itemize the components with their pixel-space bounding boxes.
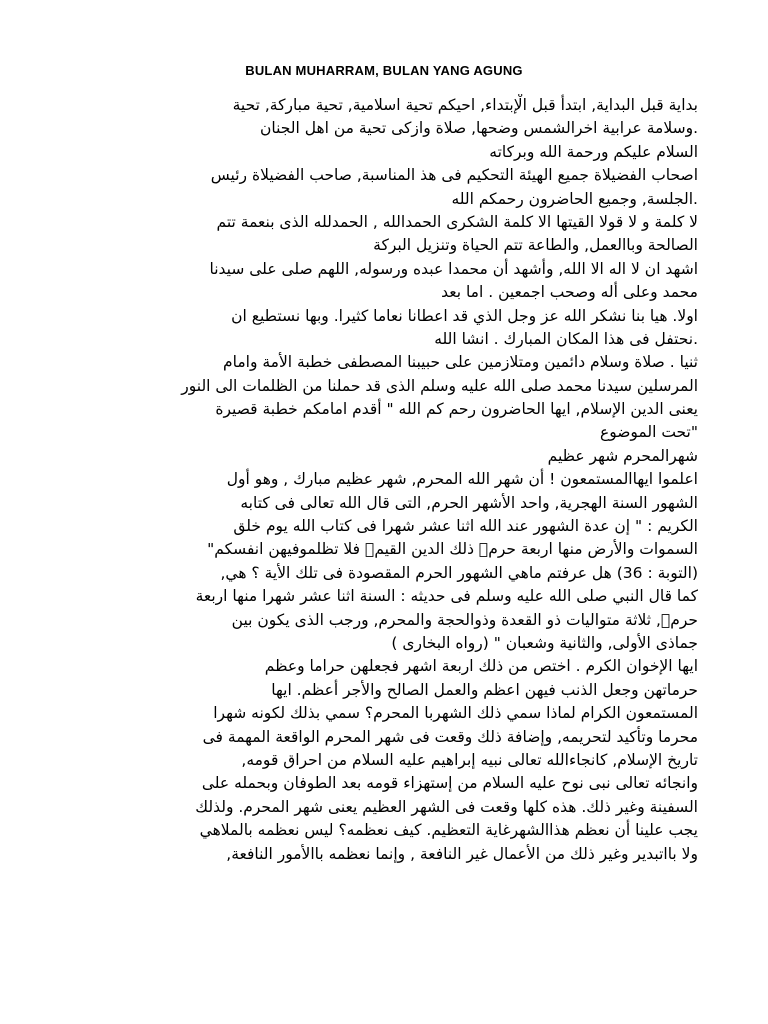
text-line: المستمعون الكرام لماذا سمي ذلك الشهربا المحرم؟ سمي بذلك لكونه شهرا	[213, 704, 698, 723]
text-line: السلام عليكم ورحمة الله وبركاته	[489, 142, 698, 161]
text-line: كما قال النبي صلى الله عليه وسلم فى حديثه : السنة اثنا عشر شهرا منها اربعة	[195, 587, 698, 606]
text-line: يعنى الدين الإسلام, ايها الحاضرون رحم كم الله " أقدم امامكم خطبة قصيرة	[215, 400, 698, 419]
text-line: .الجلسة, وجميع الحاضرون رحمكم الله	[451, 189, 698, 208]
text-line: محرما وتأكيد لتحريمه, وإضافة ذلك وقعت فى شهر المحرم الواقعة المهمة فى	[202, 727, 698, 746]
text-line: محمد وعلى أله وصحب اجمعين . اما بعد	[441, 283, 698, 302]
document-body	[98, 94, 698, 866]
text-line: جماذى الأولى, والثانية وشعبان " (رواه البخارى )	[391, 633, 698, 652]
text-line: السفينة وغير ذلك. هذه كلها وقعت فى الشهر العظيم يعنى شهر المحرم. ولذلك	[195, 797, 698, 816]
text-line: حرمۗ, ثلاثة متواليات ذو القعدة وذوالحجة والمحرم, ورجب الذى يكون بين	[231, 610, 698, 629]
text-line: اشهد ان لا اله الا الله, وأشهد أن محمدا عبده ورسوله, اللهم صلى على سيدنا	[209, 259, 698, 278]
text-line: وانجائه تعالى نبى نوح عليه السلام من إستهزاء قومه بعد الطوفان وبحمله على	[201, 774, 698, 793]
text-line: اعلموا ايهاالمستمعون ! أن شهر الله المحرم, شهر عظيم مبارك , وهو أول	[226, 470, 698, 489]
text-line: المرسلين سيدنا محمد صلى الله عليه وسلم الذى قد حملنا من الظلمات الى النور	[181, 376, 698, 395]
text-line: (التوبة : 36) هل عرفتم ماهي الشهور الحرم المقصودة فى تلك الأية ؟ هي,	[220, 563, 698, 582]
text-line: اولا. هيا بنا نشكر الله عز وجل الذي قد اعطانا نعاما كثيرا. وبها نستطيع ان	[231, 306, 698, 325]
text-line: لا كلمة و لا قولا القيتها الا كلمة الشكرى الحمدالله , الحمدلله الذى بنعمة تتم	[216, 212, 698, 231]
text-line: الشهور السنة الهجرية, واحد الأشهر الحرم, التى قال الله تعالى فى كتابه	[240, 493, 698, 512]
text-line: ولا بااتبدير وغير ذلك من الأعمال غير النافعة , وإنما نعظمه باالأمور النافعة,	[226, 844, 698, 863]
text-line: .وسلامة عرابية اخرالشمس وضحها, صلاة وازكى تحية من اهل الجنان	[259, 119, 698, 138]
text-line: الصالحة وباالعمل, والطاعة تتم الحياة وتنزيل البركة	[373, 236, 698, 255]
text-line: .نحتفل فى هذا المكان المبارك . انشا الله	[434, 329, 698, 348]
text-line: يجب علينا أن نعظم هذاالشهرغاية التعظيم. كيف نعظمه؟ ليس نعظمه بالملاهي	[199, 821, 698, 840]
text-line: تاريخ الإسلام, كانجاءالله تعالى نبيه إبراهيم عليه السلام من احراق قومه,	[241, 750, 698, 769]
text-line: السموات والأرض منها اربعة حرمۗ ذلك الدين القيمۚ فلا تظلموفيهن انفسكم"	[207, 540, 698, 559]
text-line: اصحاب الفضيلاة جميع الهيئة التحكيم فى هذ المناسبة, صاحب الفضيلاة رئيس	[210, 166, 698, 185]
text-line: ايها الإخوان الكرم . اختص من ذلك اربعة اشهر فجعلهن حراما وعظم	[264, 657, 698, 676]
document-title: BULAN MUHARRAM, BULAN YANG AGUNG	[245, 63, 523, 78]
text-line: حرماتهن وجعل الذنب فيهن اعظم والعمل الصالح والأجر أعظم. ايها	[271, 680, 698, 699]
text-line: "تحت الموضوع	[599, 423, 698, 442]
text-line: ثنيا . صلاة وسلام دائمين ومتلازمين على حبيبنا المصطفى خطبة الأمة وامام	[223, 353, 698, 372]
text-line: شهرالمحرم شهر عظيم	[547, 446, 698, 465]
text-line: بداية قبل البداية, ابتدأ قبل الْإبتداء, احيكم تحية اسلامية, تحية مباركة, تحية	[232, 96, 698, 114]
text-line: الكريم : " إن عدة الشهور عند الله اثنا عشر شهرا فى كتاب الله يوم خلق	[233, 517, 698, 536]
